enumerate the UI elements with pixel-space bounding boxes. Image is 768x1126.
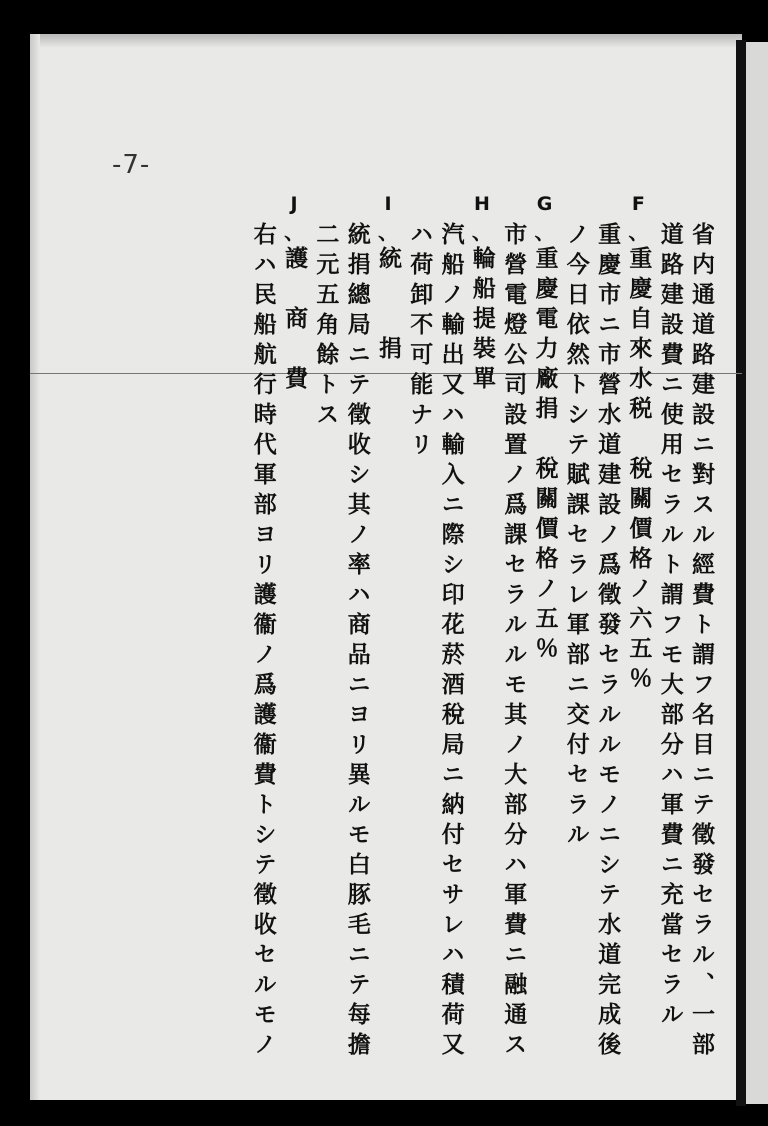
section-marker: G	[536, 193, 553, 215]
column-text: 統 捐	[375, 246, 402, 366]
section-marker: H	[473, 193, 490, 215]
marker-comma: 、	[628, 220, 649, 244]
marker-comma: 、	[378, 220, 398, 244]
marker-comma: 、	[471, 220, 492, 244]
column-text: 輪船提裝單	[468, 246, 496, 396]
binding-spine	[736, 40, 746, 1106]
column-text: 護 商 費	[281, 246, 309, 396]
column-text: 統捐總局ニテ徵收シ其ノ率ハ商品ニヨリ異ルモ白豚毛ニテ每擔	[343, 222, 371, 1062]
column-text: 重慶電力廠捐 稅關價格ノ五％	[531, 246, 559, 666]
column-text: 汽船ノ輸出又ハ輸入ニ際シ印花菸酒稅局ニ納付セサレハ積荷又	[437, 222, 465, 1062]
next-page-edge	[746, 42, 768, 1104]
column-text: 右ハ民船航行時代軍部ヨリ護衞ノ爲護衞費トシテ徵收セルモノ	[249, 222, 277, 1062]
column-text: 二元五角餘トス	[312, 222, 340, 432]
section-marker: F	[631, 193, 645, 215]
section-marker: I	[384, 193, 392, 215]
column-text: 重慶市ニ市營水道建設ノ爲徵發セラルルモノニシテ水道完成後	[594, 222, 622, 1062]
column-text: 市營電燈公司設置ノ爲課セラルルモ其ノ大部分ハ軍費ニ融通ス	[500, 222, 528, 1062]
column-text: ハ荷卸不可能ナリ	[406, 222, 434, 462]
column-text: 重慶自來水税 稅關價格ノ六五％	[625, 246, 653, 696]
marker-comma: 、	[534, 220, 555, 244]
section-marker: J	[290, 193, 298, 215]
page-top-shadow	[30, 34, 742, 48]
page-number: -7-	[112, 150, 151, 180]
page-left-shadow	[30, 34, 40, 1100]
column-text: ノ今日依然トシテ賦課セラレ軍部ニ交付セラル	[562, 222, 590, 852]
column-text: 道路建設費ニ使用セラルト謂フモ大部分ハ軍費ニ充當セラル	[656, 222, 684, 1032]
marker-comma: 、	[284, 220, 305, 244]
column-text: 省内通道路建設ニ對スル經費ト謂フ名目ニテ徵發セラル、一部	[688, 222, 715, 1062]
